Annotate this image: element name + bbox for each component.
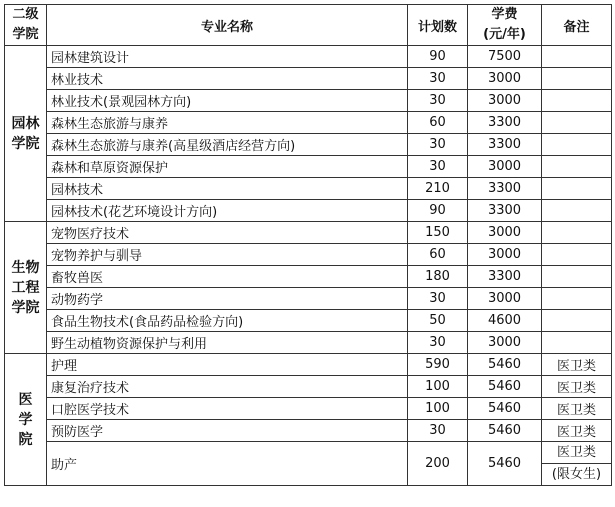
tuition-fee: 3300 — [468, 200, 542, 222]
major-name: 森林生态旅游与康养(高星级酒店经营方向) — [47, 134, 408, 156]
table-row — [5, 354, 612, 376]
note-text — [542, 90, 612, 112]
table-row — [5, 112, 612, 134]
header-fee-line1: 学费 — [491, 7, 518, 22]
table-row — [5, 442, 612, 486]
table-row — [5, 46, 612, 68]
major-name: 园林技术(花艺环境设计方向) — [47, 200, 408, 222]
major-name: 林业技术(景观园林方向) — [47, 90, 408, 112]
tuition-fee: 3000 — [468, 244, 542, 266]
table-row — [5, 156, 612, 178]
major-name: 宠物医疗技术 — [47, 222, 408, 244]
note-text — [542, 222, 612, 244]
header-note: 备注 — [542, 5, 612, 46]
note-text: 医卫类 — [542, 354, 612, 376]
major-name: 畜牧兽医 — [47, 266, 408, 288]
major-name: 野生动植物资源保护与利用 — [47, 332, 408, 354]
plan-count: 150 — [408, 222, 468, 244]
tuition-fee: 3300 — [468, 112, 542, 134]
header-fee-line2: (元/年) — [483, 27, 526, 42]
header-college — [5, 5, 47, 46]
table-row — [5, 266, 612, 288]
major-name: 食品生物技术(食品药品检验方向) — [47, 310, 408, 332]
college-name-part: 学院 — [11, 299, 40, 316]
tuition-fee: 5460 — [468, 354, 542, 376]
tuition-fee: 5460 — [468, 420, 542, 442]
plan-count: 30 — [408, 68, 468, 90]
note-text — [542, 178, 612, 200]
tuition-fee: 3300 — [468, 266, 542, 288]
plan-count: 90 — [408, 46, 468, 68]
tuition-fee: 3300 — [468, 134, 542, 156]
note-text — [542, 156, 612, 178]
table-row — [5, 222, 612, 244]
plan-count: 60 — [408, 112, 468, 134]
plan-count: 50 — [408, 310, 468, 332]
tuition-fee: 5460 — [468, 398, 542, 420]
college-name-part: 生物 — [11, 259, 40, 276]
plan-count: 30 — [408, 134, 468, 156]
college-cell — [5, 354, 47, 486]
plan-count: 90 — [408, 200, 468, 222]
note-text: 医卫类 — [542, 376, 612, 398]
note-text — [542, 112, 612, 134]
major-name: 森林和草原资源保护 — [47, 156, 408, 178]
header-college-line1: 二级 — [12, 7, 39, 22]
college-cell — [5, 222, 47, 354]
header-major: 专业名称 — [47, 5, 408, 46]
note-text — [542, 266, 612, 288]
tuition-fee: 3000 — [468, 332, 542, 354]
major-name: 森林生态旅游与康养 — [47, 112, 408, 134]
table-row — [5, 68, 612, 90]
table-row — [5, 288, 612, 310]
tuition-fee: 7500 — [468, 46, 542, 68]
tuition-fee: 3000 — [468, 288, 542, 310]
plan-count: 30 — [408, 156, 468, 178]
tuition-fee: 3000 — [468, 90, 542, 112]
major-name: 园林建筑设计 — [47, 46, 408, 68]
tuition-fee: 5460 — [468, 442, 542, 486]
note-text — [542, 200, 612, 222]
college-name-part: 院 — [18, 431, 33, 448]
note-text — [542, 68, 612, 90]
table-body — [5, 46, 612, 486]
header-college-line2: 学院 — [12, 27, 39, 42]
college-cell — [5, 46, 47, 222]
college-name-part: 学 — [18, 411, 33, 428]
note-text: 医卫类 — [542, 398, 612, 420]
note-text — [542, 310, 612, 332]
major-name: 林业技术 — [47, 68, 408, 90]
plan-count: 30 — [408, 420, 468, 442]
note-text: 医卫类 — [556, 445, 596, 460]
college-name-part: 学院 — [11, 135, 40, 152]
major-name: 康复治疗技术 — [47, 376, 408, 398]
plan-count: 30 — [408, 90, 468, 112]
note-text — [542, 332, 612, 354]
table-row — [5, 398, 612, 420]
major-name: 宠物养护与驯导 — [47, 244, 408, 266]
table-row — [5, 134, 612, 156]
tuition-fee: 5460 — [468, 376, 542, 398]
table-row — [5, 376, 612, 398]
table-row — [5, 178, 612, 200]
plan-count: 590 — [408, 354, 468, 376]
enrollment-table — [4, 4, 612, 486]
note-text — [542, 288, 612, 310]
table-row — [5, 332, 612, 354]
plan-count: 100 — [408, 398, 468, 420]
header-plan: 计划数 — [408, 5, 468, 46]
tuition-fee: 3000 — [468, 156, 542, 178]
plan-count: 210 — [408, 178, 468, 200]
college-name-part: 园林 — [11, 115, 40, 132]
major-name: 动物药学 — [47, 288, 408, 310]
major-name: 预防医学 — [47, 420, 408, 442]
major-name: 护理 — [47, 354, 408, 376]
table-row — [5, 310, 612, 332]
table-row — [5, 244, 612, 266]
plan-count: 30 — [408, 332, 468, 354]
tuition-fee: 3000 — [468, 68, 542, 90]
tuition-fee: 3300 — [468, 178, 542, 200]
plan-count: 200 — [408, 442, 468, 486]
plan-count: 60 — [408, 244, 468, 266]
note-text — [542, 46, 612, 68]
tuition-fee: 3000 — [468, 222, 542, 244]
college-name-part: 工程 — [11, 279, 40, 296]
note-text: 医卫类 — [542, 420, 612, 442]
plan-count: 180 — [408, 266, 468, 288]
note-cell — [542, 442, 612, 486]
college-name-part: 医 — [18, 391, 33, 408]
note-text — [542, 134, 612, 156]
tuition-fee: 4600 — [468, 310, 542, 332]
header-row — [5, 5, 612, 46]
note-text — [542, 244, 612, 266]
table-row — [5, 420, 612, 442]
table-row — [5, 90, 612, 112]
plan-count: 100 — [408, 376, 468, 398]
note-restriction: (限女生) — [542, 463, 611, 485]
major-name: 助产 — [47, 442, 408, 486]
major-name: 口腔医学技术 — [47, 398, 408, 420]
plan-count: 30 — [408, 288, 468, 310]
major-name: 园林技术 — [47, 178, 408, 200]
header-fee — [468, 5, 542, 46]
table-row — [5, 200, 612, 222]
